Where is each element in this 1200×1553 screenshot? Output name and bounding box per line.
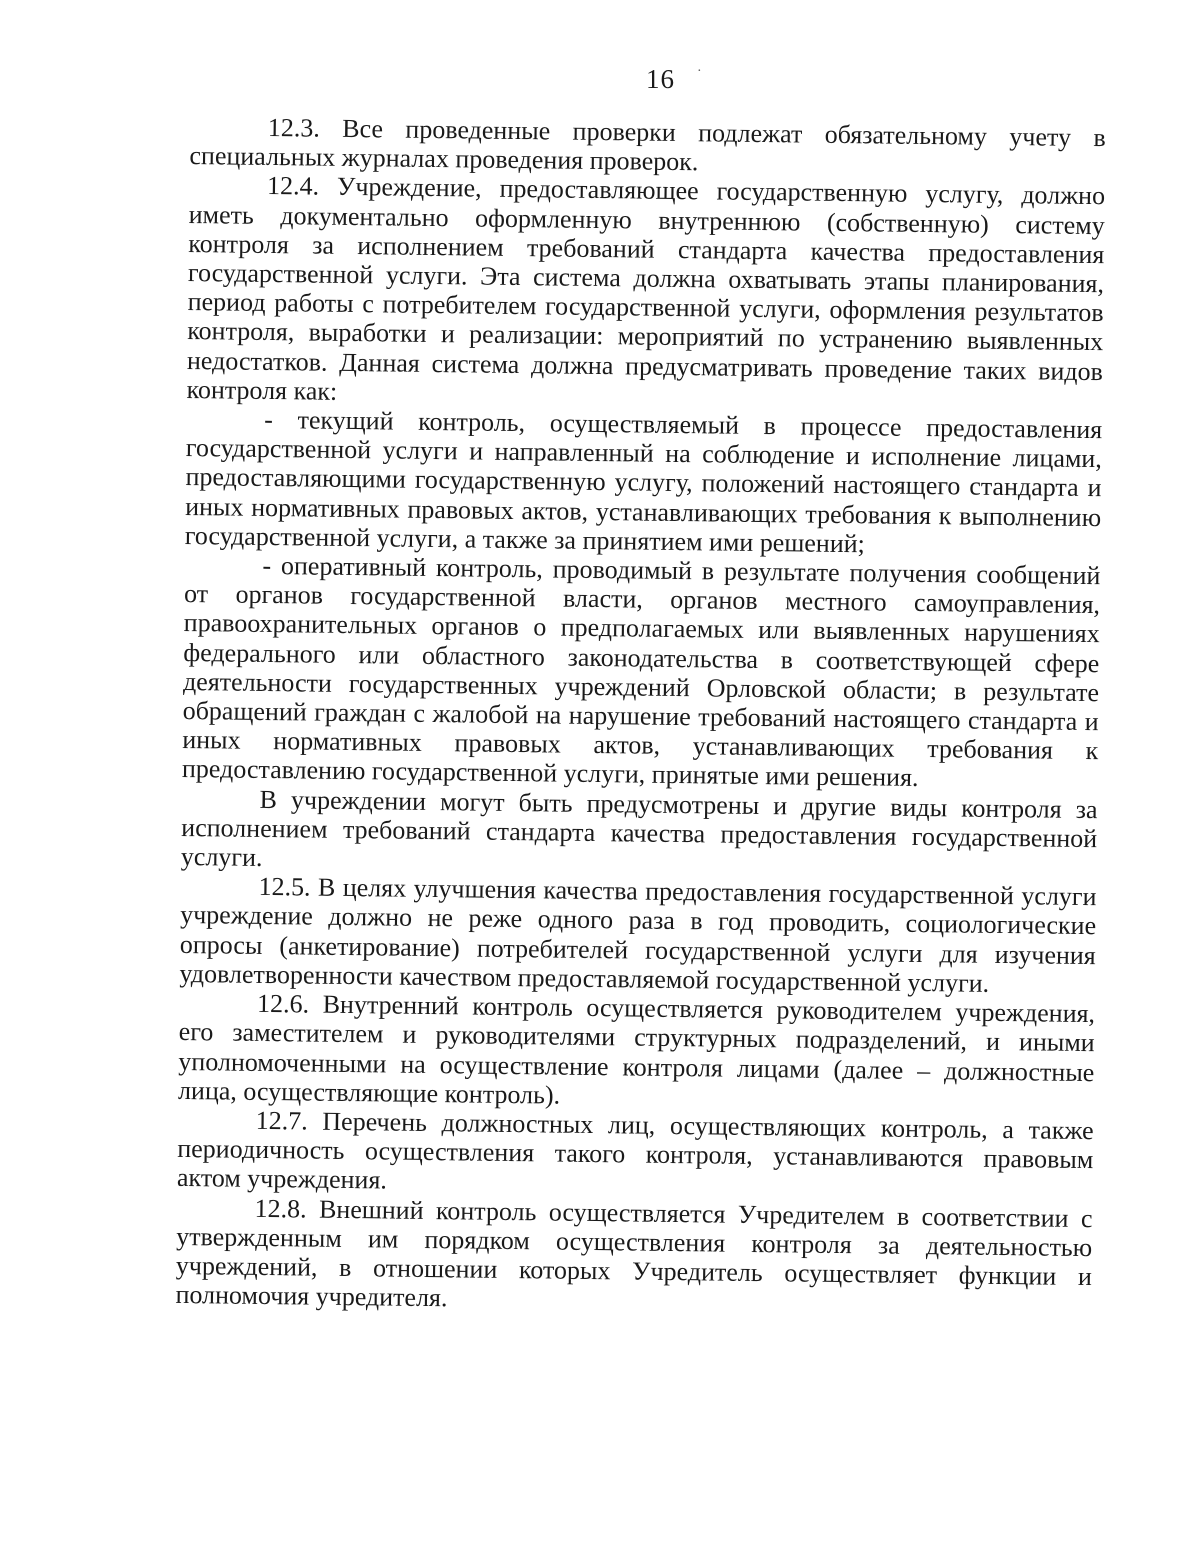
paragraph-12-3: 12.3. Все проведенные проверки подлежат обязательному учету в специальных журналах проведения проверок. — [189, 112, 1106, 177]
paragraph-current-control: - текущий контроль, осуществляемый в процессе предоставления государственной услуги и направленный на соблюдение и исполнение лицами, предоставляющими государственную услугу, положений настоящего стандарта и иных нормативных правовых актов, устанавливающих требования к выполнению государственной услуги, а также за принятием ими решений; — [184, 404, 1103, 559]
paragraph-other-controls: В учреждении могут быть предусмотрены и другие виды контроля за исполнением требований стандарта качества предоставления государственной услуги. — [180, 784, 1098, 873]
paragraph-12-6: 12.6. Внутренний контроль осуществляется руководителем учреждения, его заместителем и руководителями структурных подразделений, и иными уполномоченными на осуществление контроля лицами (далее – должностные лица, осуществляющие контроль). — [177, 988, 1096, 1110]
paragraph-12-4: 12.4. Учреждение, предоставляющее государственную услугу, должно иметь документально оформленную внутреннюю (собственную) систему контроля за исполнением требований стандарта качества предоставления государственной услуги. Эта система должна охватывать этапы планирования, период работы с потребителем государственной услуги, оформления результатов контроля, выработки и реализации: мероприятий по устранению выявленных недостатков. Данная система должна предусматривать проведение таких видов контроля как: — [186, 171, 1106, 406]
paragraph-12-5: 12.5. В целях улучшения качества предоставления государственной услуги учреждение должно не реже одного раза в год проводить, социологические опросы (анкетирование) потребителей государственной услуги для изучения удовлетворенности качеством предоставляемой государственной услуги. — [179, 872, 1097, 998]
page-number: 16 — [646, 64, 675, 94]
document-body — [175, 112, 1106, 1320]
paragraph-operative-control: - оперативный контроль, проводимый в результате получения сообщений от органов государственной власти, органов местного самоуправления, правоохранительных органов о предполагаемых или выявленных нарушениях федерального или областного законодательства в соответствующей сфере деятельности государственных учреждений Орловской области; в результате обращений граждан с жалобой на нарушение требований настоящего стандарта и иных нормативных правовых актов, устанавливающих требования к предоставлению государственной услуги, принятые ими решения. — [181, 550, 1101, 793]
paragraph-12-8: 12.8. Внешний контроль осуществляется Учредителем в соответствии с утвержденным им порядком осуществления контроля за деятельностью учреждений, в отношении которых Учредитель осуществляет функции и полномочия учредителя. — [175, 1193, 1093, 1313]
paragraph-12-7: 12.7. Перечень должностных лиц, осуществляющих контроль, а также периодичность осуществления такого контроля, устанавливаются правовым актом учреждения. — [176, 1105, 1094, 1195]
page-number-mark: · — [697, 64, 702, 79]
